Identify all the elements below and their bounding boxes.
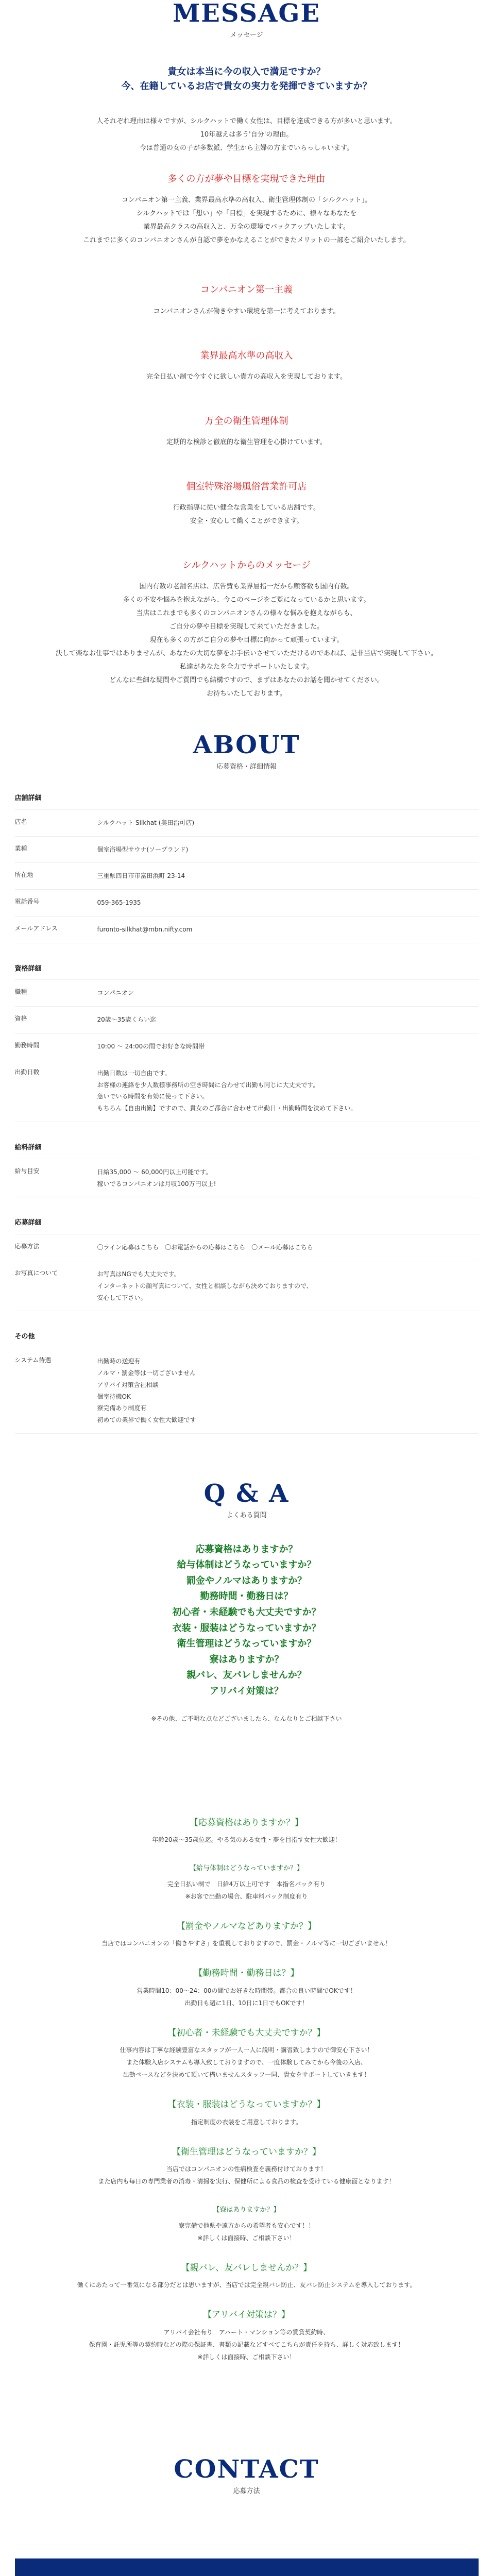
reason-line: 業界最高クラスの高収入と、万全の環境でバックアップいたします。 [143,223,350,231]
about-subtitle: 応募資格・詳細情報 [216,763,277,771]
info-value-line: 20歳〜35歳くらい迄 [97,1016,157,1024]
qa-item [0,2205,493,2244]
qa-question: 【衣装・服装はどうなっていますか？】 [167,2099,326,2110]
info-key: 電話番号 [14,898,40,906]
contact-subtitle: 応募方法 [233,2487,260,2495]
info-value-line[interactable]: 〇ライン応募はこちら 〇お電話からの応募はこちら 〇メール応募はこちら [97,1244,313,1251]
info-key: 応募方法 [14,1243,40,1250]
qa-index-link[interactable]: 衣装・服装はどうなっていますか？ [172,1622,321,1634]
line-apply-button[interactable] [15,2558,479,2576]
merit-line: 完全日払い制で今すぐに欲しい貴方の高収入を実現しております。 [146,372,347,381]
info-row [15,1033,479,1060]
qa-question: 【親バレ、友バレしませんか？】 [181,2262,312,2273]
qa-index-link[interactable]: 親バレ、友バレしませんか？ [186,1670,307,1681]
phone-link[interactable]: 059-365-1935 [97,899,141,907]
info-key: 勤務時間 [14,1042,40,1049]
info-key: 所在地 [14,871,33,879]
qa-answer-line: ※お客で出勤の場合、駐車料バック制度有り [185,1892,308,1900]
qa-answer [0,2044,493,2081]
qa-answer [0,2116,493,2128]
qa-answer-line: 仕事内容は丁寧な経験豊富なスタッフが一人一人に説明・講習致しますので御安心下さい！ [120,2046,373,2054]
qa-question: 【応募資格はありますか？】 [190,1817,303,1828]
qa-answer-line: 寮完備で他県や遠方からの希望者も安心です！！ [178,2222,315,2229]
reason-block [0,173,493,247]
store-rows [15,809,479,943]
qual-heading: 資格詳細 [14,964,42,973]
qa-answer [0,2219,493,2244]
info-value-line: 急いでいる時間を有効に使って下さい。 [97,1093,209,1100]
qa-answer-line: 当店ではコンパニオンの性病検査を義務付けております！ [166,2165,327,2173]
info-value: 個室浴場型サウナ(ソープランド) [97,845,189,853]
qa-note: ※その他、ご不明な点などございましたら、なんなりとご相談下さい [151,1715,342,1722]
message-lead-1: 貴女は本当に今の収入で満足ですか？ [167,66,326,77]
merit-line: 現在も多くの方がご自分の夢や目標に向かって頑張っています。 [149,636,344,645]
info-value [97,1355,479,1426]
contact-section [0,2456,493,2576]
message-subtitle: メッセージ [230,31,263,39]
reason-heading: 多くの方が夢や目標を実現できた理由 [167,174,326,185]
qa-subtitle: よくある質問 [226,1511,267,1519]
info-value-line: 10:00 〜 24:00の間でお好きな時間帯 [97,1043,205,1050]
message-intro [66,115,427,155]
qa-item [0,2027,493,2081]
apply-rows [15,1234,479,1311]
info-row [15,1060,479,1122]
info-key: 給与目安 [14,1167,40,1175]
info-value-line: 初めての業界で働く女性大歓迎です [97,1416,196,1424]
qa-index-link[interactable]: 勤務時間・勤務日は？ [200,1591,293,1602]
merit-line: コンパニオンさんが働きやすい環境を第一に考えております。 [153,307,340,315]
qa-index [0,1542,493,1700]
info-key: メールアドレス [14,924,58,932]
info-value-line: インターネットの顔写真について、女性と相談しながら決めておりますので、 [97,1282,313,1290]
info-row [15,836,479,863]
info-row [15,1261,479,1311]
qa-answer-line: ※詳しくは面接時、ご相談下さい！ [197,2353,296,2361]
merit-heading: コンパニオン第一主義 [200,284,293,296]
qa-answer-line: また店内も毎日の専門業者の消毒・清掃を実行、保健所による食品の検査を受けている健康面となります！ [98,2178,395,2185]
qa-item [0,1967,493,2009]
info-key: 職種 [14,988,27,996]
qa-item [0,1817,493,1846]
qa-answer-line: ※詳しくは面接時、ご相談下さい！ [197,2234,296,2242]
info-row [15,1348,479,1434]
other-rows [15,1348,479,1434]
merit-heading: 業界最高水準の高収入 [200,350,293,361]
info-value-line: コンパニオン [97,989,134,997]
qa-answer-line: 営業時間10：00〜24：00の間でお好きな時間帯。都合の良い時間でOKです！ [137,1987,356,1994]
merit-line: 私達があなたを全力でサポートいたします。 [180,663,313,671]
qa-index-link[interactable]: 応募資格はありますか？ [195,1544,298,1555]
info-value: 三重県四日市市富田浜町 23-14 [97,872,185,880]
info-value [97,987,479,999]
other-heading: その他 [14,1333,35,1341]
qa-item [0,2262,493,2292]
message-title: MESSAGE [173,0,320,28]
qa-answer [0,1834,493,1846]
info-value-line: もちろん【自由出勤】ですので、貴女のご都合に合わせて出勤日・出勤時間を決めて下さい。 [97,1105,357,1112]
info-row [15,1234,479,1261]
reason-line: これまでに多くのコンパニオンさんが自認で夢をかなえることができたメリットの一部をご紹介いたします。 [83,236,410,245]
reason-line: シルクハットでは「想い」や「目標」を実現するために、様々なあなたを [136,210,357,218]
email-link[interactable]: furonto-silkhat@mbn.nifty.com [97,925,193,933]
merit-income [0,349,493,384]
store-heading: 店舗詳細 [14,794,42,802]
qa-answer-line: 当店ではコンパニオンの「働きやすさ」を重視しておりますので、罰金・ノルマ等に一切ございません！ [101,1940,392,1947]
info-row [15,916,479,943]
qa-question: 【アリバイ対策は？】 [203,2310,290,2320]
salary-rows [15,1159,479,1198]
qa-question: 【初心者・未経験でも大丈夫ですか？】 [167,2027,326,2038]
info-value [97,1166,479,1190]
merit-hygiene [0,415,493,449]
info-value [97,1268,479,1303]
info-key: 出勤日数 [14,1068,40,1076]
qa-answer-line: 出勤ペースなどを決めて頂いて構いませんスタッフ一同、貴女をサポートしていきます！ [123,2071,370,2079]
merit-line: ご自分の夢や目標を実現して来ていただきました。 [169,623,324,631]
qa-title: Q & A [203,1479,290,1509]
silkhat-message [0,559,493,701]
info-row [15,809,479,836]
info-value-line: 出勤日数は一切自由です。 [97,1069,171,1077]
info-key: 業種 [14,844,27,852]
qa-answer [0,2326,493,2363]
qa-question: 【罰金やノルマなどありますか？】 [176,1921,317,1931]
info-value-line: 安心して下さい。 [97,1294,147,1301]
intro-line: 10年越えは多う'自分'の理由。 [200,131,293,139]
qa-question: 【衛生管理はどうなっていますか？】 [172,2146,321,2157]
info-value [97,1041,479,1053]
message-section [0,0,493,701]
qa-index-link[interactable]: 衛生管理はどうなっていますか？ [177,1638,316,1650]
info-key: システム待遇 [14,1357,52,1364]
reason-line: コンパニオン第一主義、業界最高水準の高収入、衛生管理体制の「シルクハット」。 [121,196,372,205]
info-key: お写真について [14,1269,58,1277]
qa-item [0,1863,493,1903]
info-value: シルクハット Silkhat (奥田治可店) [97,819,195,826]
info-value-line: 寮完備あり制度有 [97,1404,147,1412]
qa-answer [0,1937,493,1950]
info-value-line: 稼いでるコンパニオンは月収100万円以上! [97,1180,216,1188]
message-lead-2: 今、在籍しているお店で貴女の実力を発揮できていますか？ [121,81,372,92]
qa-answer-line: 出勤日も週に1日、10日に1日でもOKです！ [184,1999,309,2007]
merit-line: 決して楽なお仕事ではありませんが、あなたの大切な夢をお手伝いさせていただけるのであれば、是非当店で実現して下さい。 [55,650,437,658]
qual-rows [15,979,479,1122]
salary-heading: 給料詳細 [14,1144,42,1152]
merit-line: 多くの不安や悩みを抱えながら、今このページをご覧になっているかと思います。 [123,596,370,604]
about-table [15,793,479,1434]
qa-index-link[interactable]: 罰金やノルマはありますか？ [186,1575,307,1586]
qa-answer-line: 保育園・託児所等の契約時などの際の保証書、書類の記載などすべてこちらが責任を持ち、詳しく対応致します！ [89,2341,404,2348]
info-value-line: 出勤時の送迎有 [97,1358,141,1365]
qa-question: 【寮はありますか？】 [213,2206,280,2214]
info-key: 店名 [14,818,27,825]
qa-question: 【給与体制はどうなっていますか？】 [189,1865,303,1873]
info-row [15,1006,479,1033]
merit-license [0,480,493,528]
info-value-line: ノルマ・罰金等は一切ございません [97,1369,196,1377]
qa-index-link[interactable]: 寮はありますか？ [209,1654,284,1665]
qa-item [0,2309,493,2363]
qa-item [0,2146,493,2188]
qa-answer-line: 働くにあたって一番気になる部分だとは思いますが、当店では完全親バレ防止、友バレ防止システムを導入しております。 [77,2281,416,2289]
qa-section [0,1480,493,2363]
qa-answer-line: 年齢20歳〜35歳位迄。やる気のある女性・夢を目指す女性大歓迎！ [152,1836,341,1844]
qa-answer [0,2163,493,2188]
merit-heading: シルクハットからのメッセージ [182,560,311,571]
qa-answer-line: また体験入店システムも導入致しておりますので、一度体験してみてから今後の入店、 [126,2059,367,2066]
qa-answer [0,1878,493,1903]
info-value-line: アリバイ対策含社相談 [97,1381,159,1388]
info-value [97,1067,479,1114]
info-value [97,1014,479,1026]
merit-line: 国内有数の老舗名店は、広告費も業界屈指一だから顧客数も国内有数。 [139,583,354,591]
info-row [15,889,479,916]
merit-heading: 個室特殊浴場風俗営業許可店 [186,481,307,492]
qa-index-link[interactable]: 給与体制はどうなっていますか？ [177,1560,316,1571]
apply-links[interactable] [97,1242,479,1253]
info-value-line: お写真はNGでも大丈夫です。 [97,1270,180,1278]
merit-line: 安全・安心して働くことができます。 [190,517,303,526]
info-value-line: お客様の連絡を少人数様事務所の空き時間に合わせて出勤も同じに大丈夫です。 [97,1081,319,1089]
qa-item [0,1920,493,1950]
about-section [0,732,493,1434]
apply-heading: 応募詳細 [14,1219,42,1227]
qa-answer [0,1985,493,2009]
qa-answer-line: アリバイ会社有り アパート・マンション等の賃貸契約時、 [163,2328,330,2336]
merit-line: お待ちいたしております。 [207,690,286,698]
qa-index-link[interactable]: アリバイ対策は？ [210,1685,283,1697]
contact-title: CONTACT [174,2454,319,2484]
qa-answer-line: 指定制度の衣装をご用意しております。 [191,2118,302,2126]
info-value-line: 個室待機OK [97,1393,131,1400]
about-title: ABOUT [193,731,300,760]
info-row [15,979,479,1006]
qa-answer [0,2279,493,2291]
qa-answers [0,1817,493,2363]
qa-answer-line: 完全日払い制で 日給4万以上可です 本指名バック有り [167,1880,326,1888]
merit-companion [0,283,493,318]
merit-line: 当店はこれまでも多くのコンパニオンさんの様々な悩みを抱えながらも、 [136,609,357,618]
merit-line: 定期的な検診と徹底的な衛生管理を心掛けています。 [166,438,327,446]
qa-index-link[interactable]: 初心者・未経験でも大丈夫ですか？ [172,1606,321,1618]
intro-line: 人それぞれ理由は様々ですが、シルクハットで働く女性は、目標を達成できる方が多いと思います。 [96,117,397,126]
intro-line: 今は普通の女の子が多数派、学生から主婦の方までいらっしゃいます。 [140,144,353,152]
qa-item [0,2098,493,2128]
merit-heading: 万全の衛生管理体制 [205,415,288,427]
merit-line: 行政指導に従い健全な営業をしている店舗です。 [173,504,320,512]
info-row [15,1159,479,1198]
info-key: 資格 [14,1015,27,1023]
qa-question: 【勤務時間・勤務日は？】 [194,1968,299,1979]
info-value-line: 日給35,000 〜 60,000円以上可能です。 [97,1168,212,1176]
info-row [15,862,479,889]
merit-line: どんなに些細な疑問やご質問でも結構ですので、まずはあなたのお話を聞かせてください。 [109,676,384,685]
